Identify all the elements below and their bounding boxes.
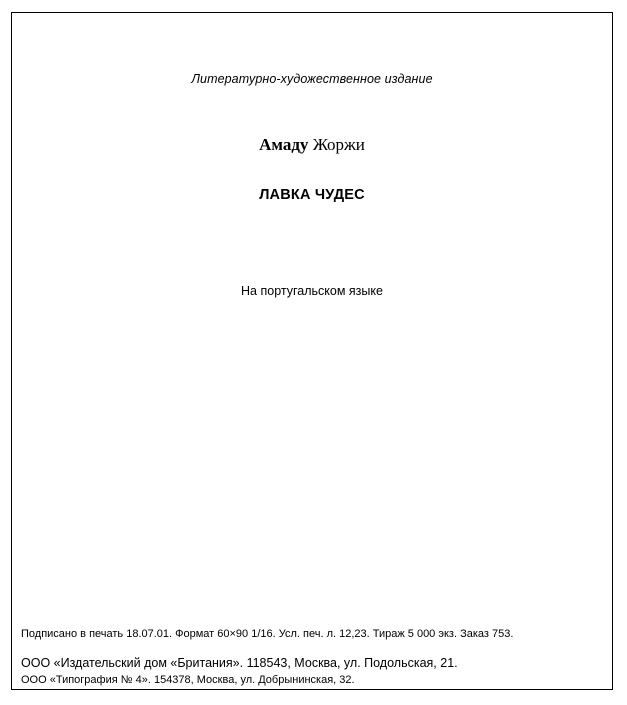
author-surname: Амаду bbox=[259, 135, 309, 154]
edition-type: Литературно-художественное издание bbox=[191, 72, 433, 86]
imprint-printer: ООО «Типография № 4». 154378, Москва, ул. Добрынинская, 32. bbox=[21, 674, 355, 686]
book-title: ЛАВКА ЧУДЕС bbox=[259, 187, 365, 203]
language-note: На португальском языке bbox=[241, 284, 383, 298]
author-given-name: Жоржи bbox=[312, 135, 365, 154]
imprint-publisher: ООО «Издательский дом «Британия». 118543, Москва, ул. Подольская, 21. bbox=[21, 656, 458, 670]
author-line bbox=[12, 135, 612, 155]
page-frame bbox=[11, 12, 613, 690]
imprint-print-details: Подписано в печать 18.07.01. Формат 60×90 1/16. Усл. печ. л. 12,23. Тираж 5 000 экз. Заказ 753. bbox=[21, 628, 514, 640]
